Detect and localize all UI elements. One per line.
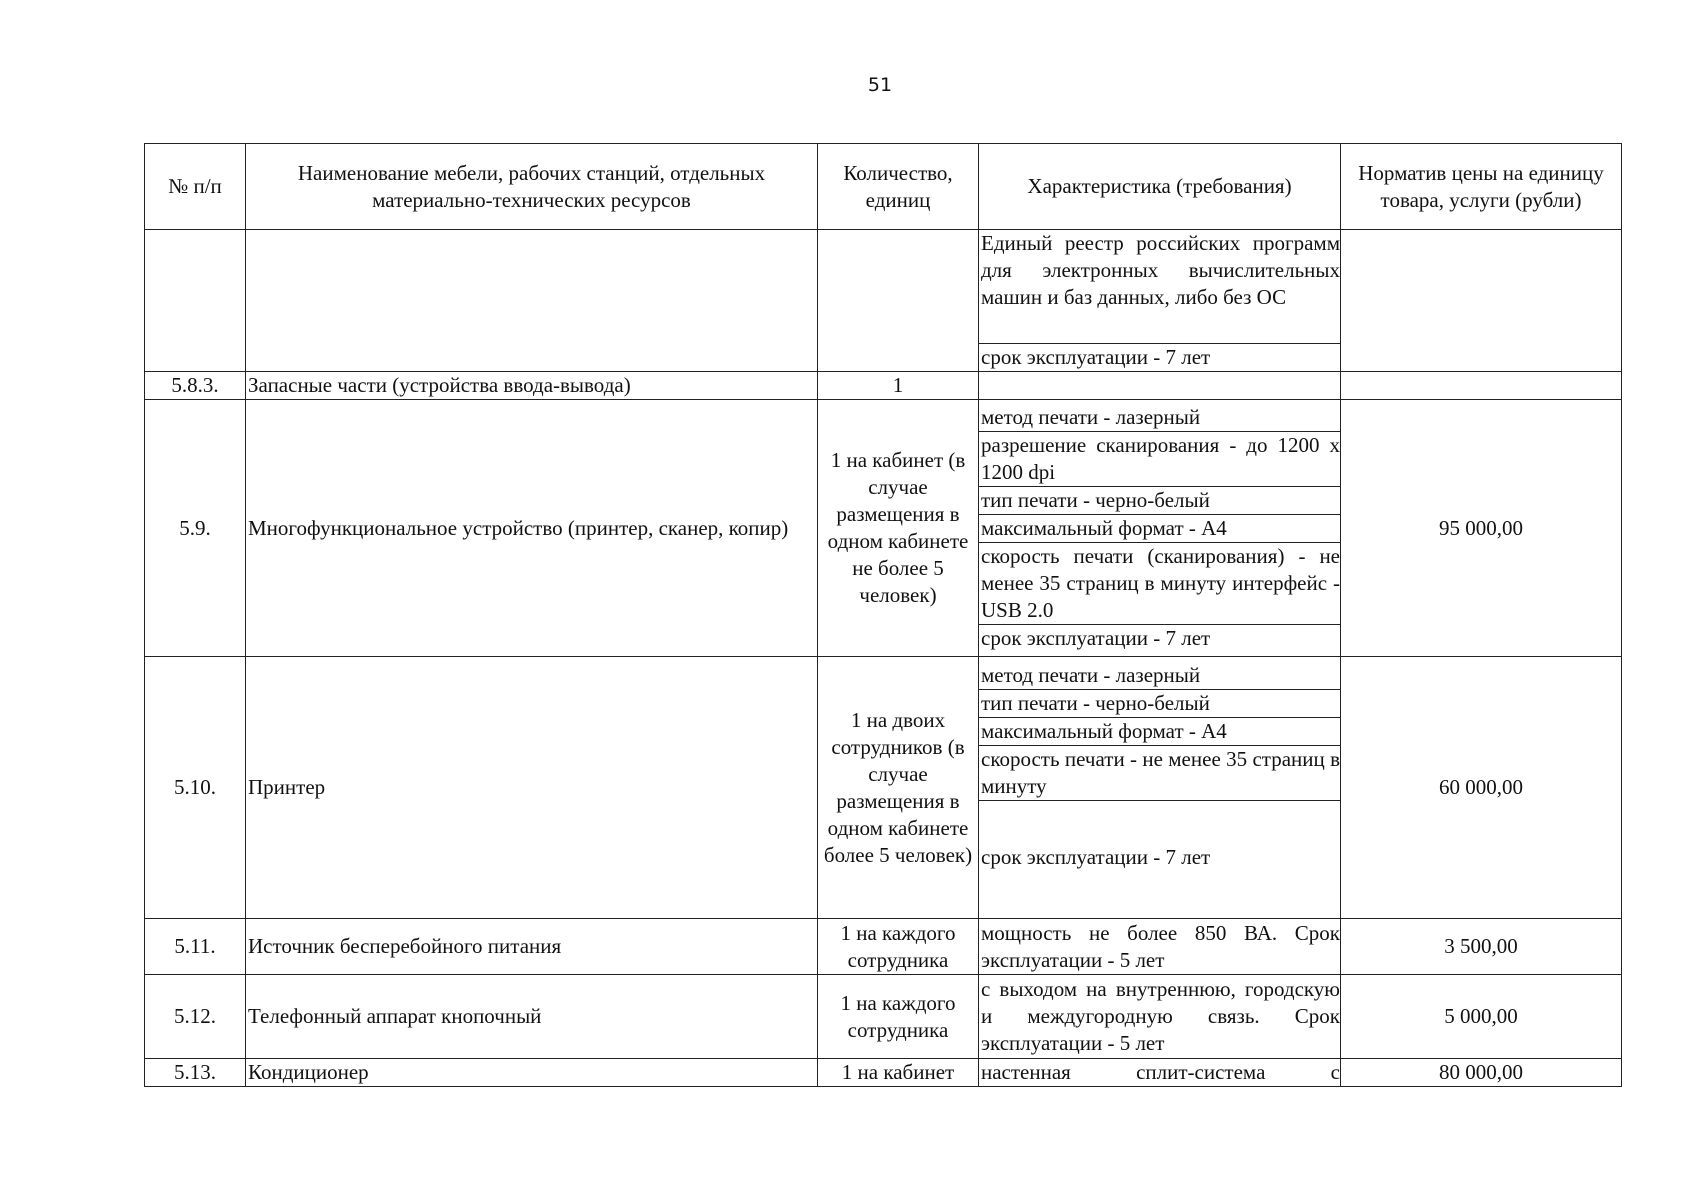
requirement-item [979, 800, 1340, 913]
row-characteristics [979, 372, 1341, 400]
requirement-item: скорость печати - не менее 35 страниц в минуту [981, 747, 1340, 798]
row-qty: 1 на двоих сотрудников (в случае размещения в одном кабинете более 5 человек) [818, 657, 979, 919]
row-num: 5.9. [145, 400, 246, 657]
row-price: 95 000,00 [1341, 400, 1622, 657]
row-qty: 1 на кабинет [818, 1059, 979, 1087]
row-qty: 1 на каждого сотрудника [818, 975, 979, 1059]
row-num: 5.11. [145, 919, 246, 975]
table-row [145, 230, 1622, 372]
row-price [1341, 230, 1622, 372]
row-name: Многофункциональное устройство (принтер, сканер, копир) [246, 400, 818, 657]
requirement-item: тип печати - черно-белый [979, 486, 1340, 514]
requirement-text: срок эксплуатации - 7 лет [981, 844, 1211, 869]
row-characteristics [979, 230, 1341, 372]
row-num: 5.12. [145, 975, 246, 1059]
row-name [246, 230, 818, 372]
row-name: Кондиционер [246, 1059, 818, 1087]
table-row [145, 657, 1622, 919]
requirement-item: максимальный формат - А4 [979, 514, 1340, 542]
header-qty: Количество, единиц [818, 144, 979, 230]
row-price: 5 000,00 [1341, 975, 1622, 1059]
row-characteristics [979, 657, 1341, 919]
row-num [145, 230, 246, 372]
table-row [145, 1059, 1622, 1087]
header-num: № п/п [145, 144, 246, 230]
row-characteristics [979, 919, 1341, 975]
row-qty: 1 на кабинет (в случае размещения в одном кабинете не более 5 человек) [818, 400, 979, 657]
requirement-item: метод печати - лазерный [981, 663, 1201, 687]
requirement-item: скорость печати (сканирования) - не менее 35 страниц в минуту интерфейс - USB 2.0 [981, 544, 1340, 622]
requirement-item: тип печати - черно-белый [979, 689, 1340, 717]
row-name: Телефонный аппарат кнопочный [246, 975, 818, 1059]
table-row [145, 975, 1622, 1059]
header-name: Наименование мебели, рабочих станций, отдельных материально-технических ресурсов [246, 144, 818, 230]
requirement-item: разрешение сканирования - до 1200 x 1200 dpi [981, 433, 1340, 484]
row-name: Источник бесперебойного питания [246, 919, 818, 975]
row-qty: 1 [818, 372, 979, 400]
table-row [145, 400, 1622, 657]
requirement-item: с выходом на внутреннюю, городскую и междугородную связь. Срок эксплуатации - 5 лет [981, 977, 1340, 1055]
row-qty [818, 230, 979, 372]
row-num: 5.10. [145, 657, 246, 919]
requirement-item: максимальный формат - А4 [979, 717, 1340, 745]
row-num: 5.8.3. [145, 372, 246, 400]
requirement-item: мощность не более 850 ВА. Срок эксплуатации - 5 лет [981, 920, 1340, 972]
requirement-item: срок эксплуатации - 7 лет [979, 343, 1340, 371]
row-characteristics [979, 975, 1341, 1059]
table-row [145, 919, 1622, 975]
row-name: Принтер [246, 657, 818, 919]
row-characteristics [979, 400, 1341, 657]
row-num: 5.13. [145, 1059, 246, 1087]
requirement-item: Единый реестр российских программ для электронных вычислительных машин и баз данных, либо без ОС [981, 231, 1340, 309]
requirement-item: настенная сплит-система с [981, 1060, 1340, 1084]
requirement-item: метод печати - лазерный [981, 405, 1201, 429]
row-characteristics [979, 1059, 1341, 1087]
table-header-row [145, 144, 1622, 230]
table-row [145, 372, 1622, 400]
row-price: 80 000,00 [1341, 1059, 1622, 1087]
row-price: 3 500,00 [1341, 919, 1622, 975]
row-name: Запасные части (устройства ввода-вывода) [246, 372, 818, 400]
row-qty: 1 на каждого сотрудника [818, 919, 979, 975]
requirements-table [144, 143, 1622, 1087]
page-number: 51 [867, 74, 893, 96]
requirement-item: срок эксплуатации - 7 лет [979, 624, 1340, 652]
header-characteristics: Характеристика (требования) [979, 144, 1341, 230]
row-price [1341, 372, 1622, 400]
header-price: Норматив цены на единицу товара, услуги (рубли) [1341, 144, 1622, 230]
row-price: 60 000,00 [1341, 657, 1622, 919]
